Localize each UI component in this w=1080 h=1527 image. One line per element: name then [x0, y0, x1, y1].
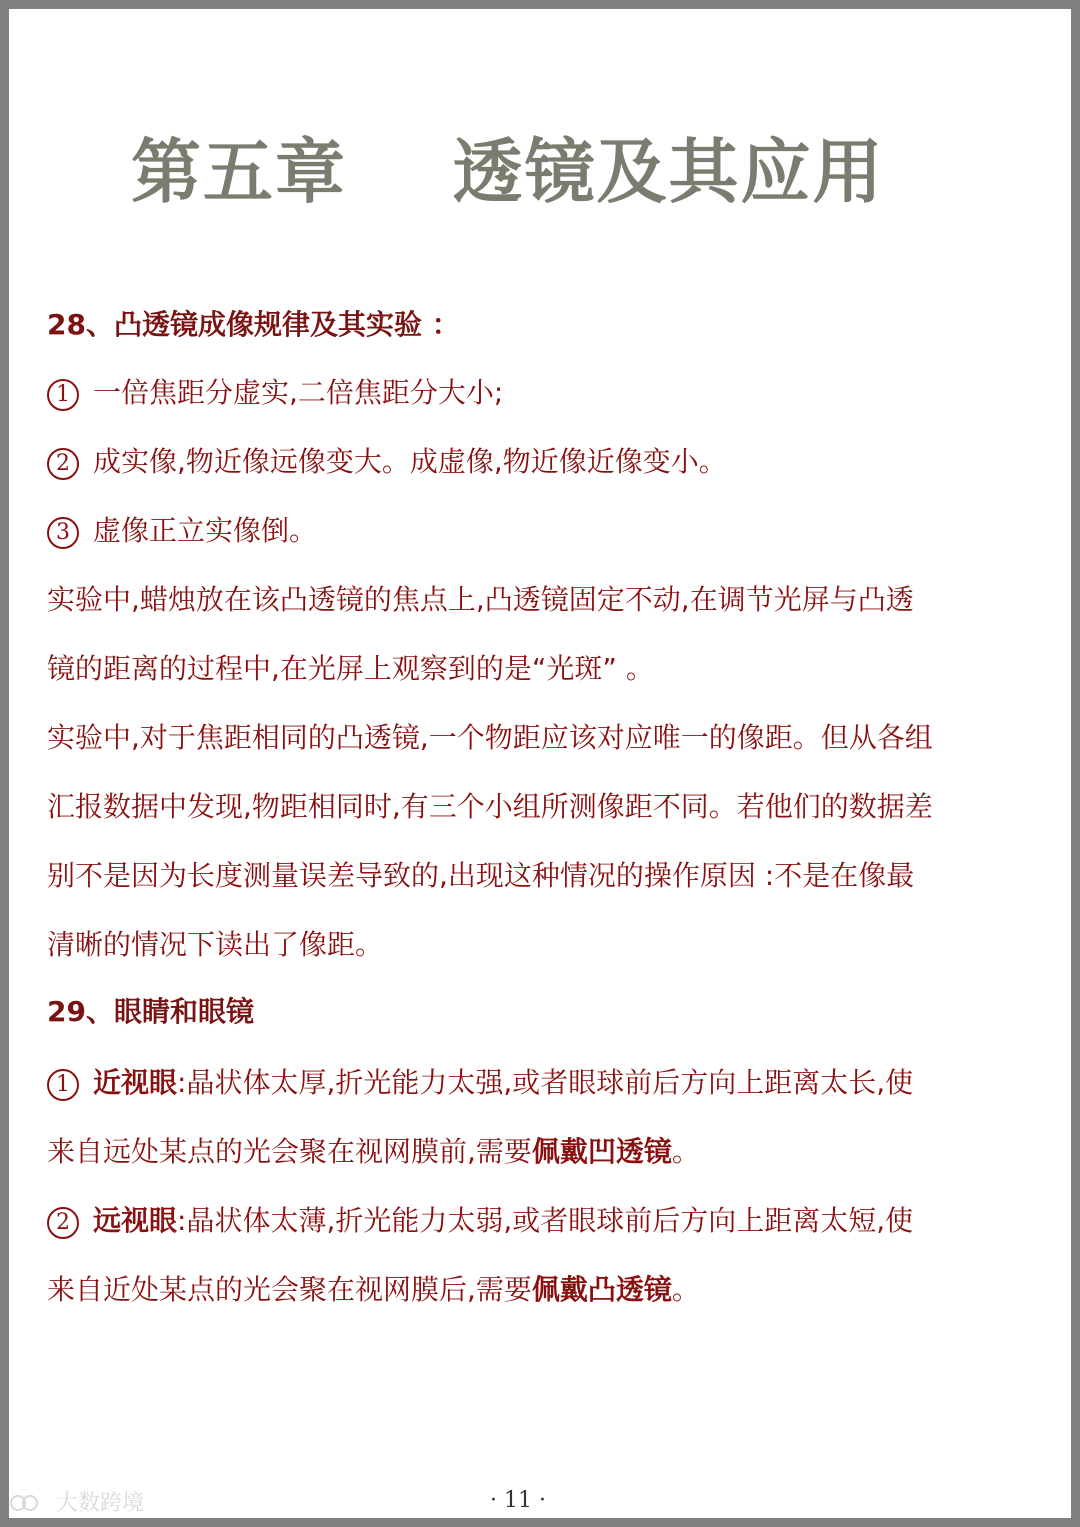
hyperopia-term: 远视眼 [93, 1204, 178, 1237]
chapter-title: 第五章 透镜及其应用 [131, 131, 885, 213]
paragraph-2-line-3: 别不是因为长度测量误差导致的,出现这种情况的操作原因 :不是在像最 [47, 859, 915, 892]
circled-number-2: 2 [47, 1207, 79, 1239]
myopia-term: 近视眼 [93, 1066, 178, 1099]
document-page [9, 9, 1071, 1518]
circled-number-2: 2 [47, 448, 79, 480]
circled-number-1: 1 [47, 1069, 79, 1101]
myopia-description: :晶状体太厚,折光能力太强,或者眼球前后方向上距离太长,使 [177, 1066, 914, 1099]
rule-item-2 [47, 442, 727, 482]
hyperopia-line-2 [47, 1270, 700, 1310]
paragraph-2-line-2: 汇报数据中发现,物距相同时,有三个小组所测像距不同。若他们的数据差 [47, 790, 933, 823]
rule-item-1-text: 一倍焦距分虚实,二倍焦距分大小; [93, 376, 504, 409]
myopia-line-1 [47, 1063, 913, 1103]
section-28-heading: 28、凸透镜成像规律及其实验 ： [47, 308, 460, 341]
rule-item-3 [47, 511, 317, 551]
rule-item-1 [47, 373, 503, 413]
section-29-heading: 29、眼睛和眼镜 [47, 995, 254, 1028]
hyperopia-line-1 [47, 1201, 913, 1241]
hyperopia-line-2-text: 来自近处某点的光会聚在视网膜后,需要 [47, 1273, 532, 1306]
watermark-text: 大数跨境 [56, 1491, 145, 1516]
myopia-line-2-text: 来自远处某点的光会聚在视网膜前,需要 [47, 1135, 532, 1168]
myopia-line-2 [47, 1132, 700, 1172]
paragraph-1-line-1: 实验中,蜡烛放在该凸透镜的焦点上,凸透镜固定不动,在调节光屏与凸透 [47, 583, 914, 616]
page-number: · 11 · [490, 1488, 546, 1513]
paragraph-2-line-1: 实验中,对于焦距相同的凸透镜,一个物距应该对应唯一的像距。但从各组 [47, 721, 933, 754]
circled-number-3: 3 [47, 517, 79, 549]
rule-item-3-text: 虚像正立实像倒。 [93, 514, 318, 547]
myopia-line-2-end: 。 [671, 1135, 700, 1168]
circled-number-1: 1 [47, 379, 79, 411]
hyperopia-description: :晶状体太薄,折光能力太弱,或者眼球前后方向上距离太短,使 [177, 1204, 914, 1237]
paragraph-1-line-2: 镜的距离的过程中,在光屏上观察到的是“光斑” 。 [47, 652, 654, 685]
hyperopia-line-2-end: 。 [671, 1273, 700, 1306]
hyperopia-remedy: 佩戴凸透镜 [531, 1273, 672, 1306]
watermark-logo-icon [10, 1493, 50, 1515]
watermark [10, 1490, 144, 1518]
paragraph-2-line-4: 清晰的情况下读出了像距。 [47, 928, 384, 961]
myopia-remedy: 佩戴凹透镜 [531, 1135, 672, 1168]
rule-item-2-text: 成实像,物近像远像变大。成虚像,物近像近像变小。 [93, 445, 727, 478]
